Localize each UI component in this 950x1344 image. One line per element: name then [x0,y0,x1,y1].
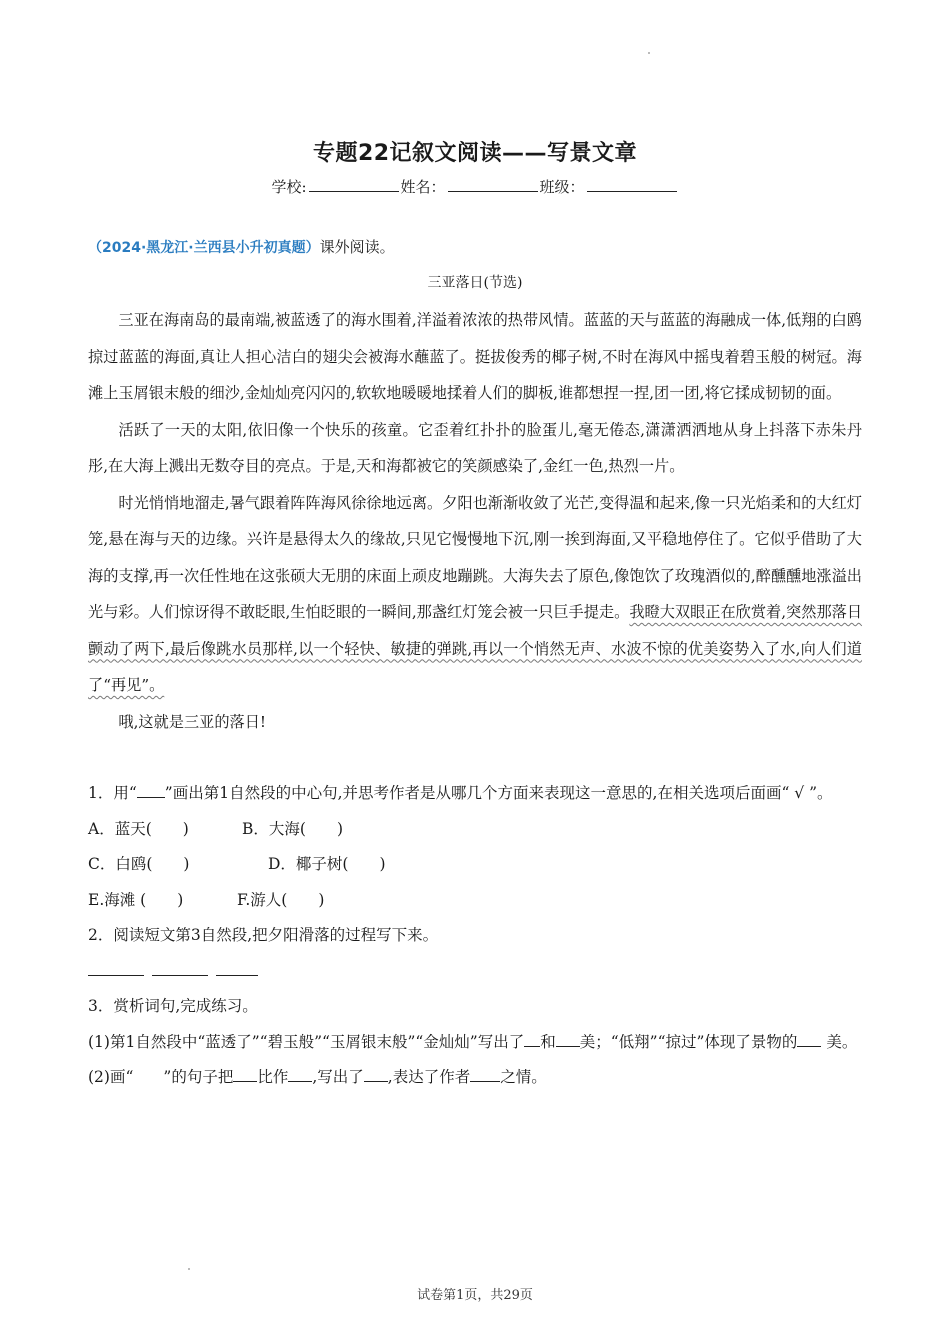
question-list [88,776,862,1096]
q3-1-text-a: (1)第1自然段中“蓝透了”“碧玉般”“玉屑银末般”“金灿灿”写出了 [88,1032,525,1051]
paragraph-3-text: 时光悄悄地溜走,暑气跟着阵阵海风徐徐地远离。夕阳也渐渐收敛了光芒,变得温和起来,像一只光焰柔和的大红灯笼,悬在海与天的边缘。兴许是悬得太久的缘故,只见它慢慢地下沉,刚一挨到海面,又平稳地停住了。它似乎借助了大海的支撑,再一次任性地在这张硕大无朋的床面上顽皮地蹦跳。大海失去了原色,像饱饮了玫瑰酒似的,醉醺醺地涨溢出光与彩。人们惊讶得不敢眨眼,生怕眨眼的一瞬间,那盏红灯笼会被一只巨手提走。 [88,493,862,621]
q3-2-text-b: ”的句子把 [163,1068,234,1086]
q3-2-text-e: ,表达了作者 [387,1068,471,1086]
option-e[interactable]: E.海滩 ( ) [88,890,184,909]
q3-1-text-c: 美；“低翔”“掠过”体现了景物的 [579,1032,798,1051]
passage-paragraph-2: 活跃了一天的太阳,依旧像一个快乐的孩童。它歪着红扑扑的脸蛋儿,毫无倦态,潇潇洒洒地从身上抖落下赤朱丹彤,在大海上溅出无数夺目的亮点。于是,天和海都被它的笑颜感染了,金红一色,热烈一片。 [88,420,862,475]
passage-title: 三亚落日(节选) [427,275,523,291]
passage-paragraph-3 [88,485,862,704]
answer-blank[interactable] [797,1030,821,1047]
question-1-text-a: 1．用“ [88,784,137,802]
options-row-1 [88,812,862,848]
option-d[interactable]: D．椰子树( ) [268,855,386,873]
passage-paragraph-4: 哦,这就是三亚的落日! [118,712,267,731]
option-f[interactable]: F.游人( ) [237,890,325,909]
student-info-line [0,176,950,197]
q3-2-text-f: 之情。 [500,1068,547,1086]
passage-paragraph-1: 三亚在海南岛的最南端,被蓝透了的海水围着,洋溢着浓浓的热带风情。蓝蓝的天与蓝蓝的海融成一体,低翔的白鸥掠过蓝蓝的海面,真让人担心洁白的翅尖会被海水蘸蓝了。挺拔俊秀的椰子树,不时在海风中摇曳着碧玉般的树冠。海滩上玉屑银末般的细沙,金灿灿亮闪闪的,软软地暖暖地揉着人们的脚板,谁都想捏一捏,团一团,将它揉成韧韧的面。 [88,311,862,402]
q3-1-text-d: 美。 [821,1032,858,1051]
option-b[interactable]: B．大海( ) [242,819,343,838]
class-blank[interactable] [587,177,677,192]
intro-text: 课外阅读。 [319,238,395,256]
question-2: 2．阅读短文第3自然段,把夕阳滑落的过程写下来。 [88,926,439,944]
question-1-text-b: ”画出第1自然段的中心句,并思考作者是从哪几个方面来表现这一意思的,在相关选项后面画“ √ ”。 [164,784,833,802]
answer-blank[interactable] [288,1065,312,1082]
question-source: （2024·黑龙江·兰西县小升初真题） [88,240,320,256]
q3-1-text-b: 和 [540,1032,556,1051]
answer-blank[interactable] [88,959,112,976]
options-row-2 [88,847,862,883]
class-label: 班级： [539,178,585,196]
q3-2-text-d: ,写出了 [312,1068,364,1086]
school-label: 学校: [271,178,307,196]
q3-2-text-c: 比作 [257,1068,289,1086]
options-row-3 [88,883,862,919]
reading-passage [88,302,862,740]
wavy-underlined-sentence: 我瞪大双眼正在欣赏着,突然那落日颤动了两下,最后像跳水员那样,以一个轻快、敏捷的弹跳,再以一个悄然无声、水波不惊的优美姿势入了水,向人们道了“再见”。 [88,603,863,694]
answer-blank[interactable] [556,1030,580,1047]
page-mark [188,1268,190,1270]
question-3-part-1 [88,1025,862,1061]
answer-blank[interactable] [176,959,208,976]
option-a[interactable]: A．蓝天( ) [88,819,189,838]
answer-blank[interactable] [233,1065,257,1082]
name-blank[interactable] [448,177,538,192]
answer-blank[interactable] [152,959,176,976]
answer-blank[interactable] [364,1065,388,1082]
question-1 [88,776,862,812]
name-label: 姓名： [400,178,446,196]
question-2-answer-blanks [88,954,862,990]
school-blank[interactable] [309,177,399,192]
question-3: 3．赏析词句,完成练习。 [88,997,258,1015]
answer-blank[interactable] [470,1065,500,1082]
question-3-part-2 [88,1060,862,1096]
option-c[interactable]: C．白鸥( ) [88,855,190,873]
q3-2-text-a: (2)画“ [88,1068,134,1086]
answer-blank[interactable] [524,1030,540,1047]
page-title: 专题22记叙文阅读——写景文章 [312,141,638,166]
answer-blank[interactable] [216,959,258,976]
answer-blank[interactable] [112,959,144,976]
line-sample [137,781,165,798]
page-footer: 试卷第1页，共29页 [417,1288,533,1303]
wavy-line-sample [133,1060,163,1096]
page-mark [648,52,650,54]
question-intro [88,236,862,257]
